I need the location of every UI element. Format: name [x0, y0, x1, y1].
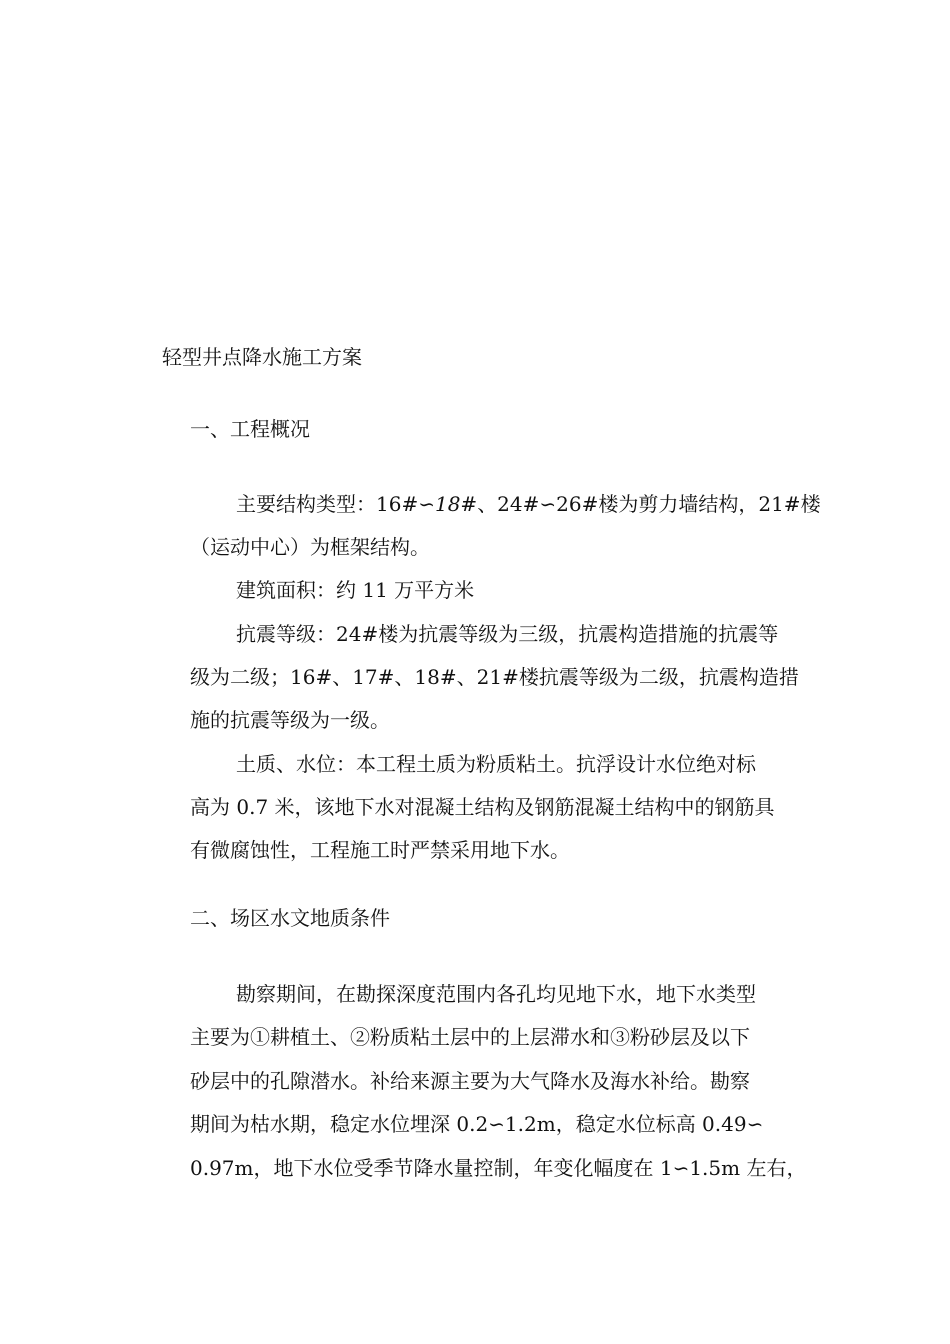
document-title: 轻型井点降水施工方案	[162, 345, 362, 369]
hydro-line-5: 0.97m，地下水位受季节降水量控制，年变化幅度在 1∽1.5m 左右，	[190, 1156, 807, 1180]
hydro-line-1: 勘察期间，在勘探深度范围内各孔均见地下水，地下水类型	[236, 982, 756, 1006]
seismic-line-1: 抗震等级：24#楼为抗震等级为三级，抗震构造措施的抗震等	[236, 622, 779, 646]
structure-type-text-b: 、24#∽26#楼为剪力墙结构，21#楼	[477, 492, 821, 516]
soil-water-line-1: 土质、水位：本工程土质为粉质粘土。抗浮设计水位绝对标	[236, 752, 756, 776]
structure-type-line-2: （运动中心）为框架结构。	[190, 535, 430, 559]
hydro-line-3: 砂层中的孔隙潜水。补给来源主要为大气降水及海水补给。勘察	[190, 1069, 750, 1093]
hydro-line-2: 主要为①耕植土、②粉质粘土层中的上层滞水和③粉砂层及以下	[190, 1025, 750, 1049]
seismic-line-3: 施的抗震等级为一级。	[190, 708, 390, 732]
seismic-line-2: 级为二级；16#、17#、18#、21#楼抗震等级为二级，抗震构造措	[190, 665, 799, 689]
soil-water-line-3: 有微腐蚀性，工程施工时严禁采用地下水。	[190, 838, 570, 862]
section-heading-hydrogeology: 二、场区水文地质条件	[190, 906, 390, 930]
soil-water-line-2: 高为 0.7 米，该地下水对混凝土结构及钢筋混凝土结构中的钢筋具	[190, 795, 775, 819]
structure-type-text-a: 主要结构类型：16#∽	[236, 492, 435, 516]
building-area-line: 建筑面积：约 11 万平方米	[236, 578, 475, 602]
structure-type-text-italic: 18#	[434, 492, 478, 516]
section-heading-overview: 一、工程概况	[190, 417, 310, 441]
structure-type-line-1	[236, 490, 821, 518]
hydro-line-4: 期间为枯水期，稳定水位埋深 0.2∽1.2m，稳定水位标高 0.49∽	[190, 1112, 764, 1136]
